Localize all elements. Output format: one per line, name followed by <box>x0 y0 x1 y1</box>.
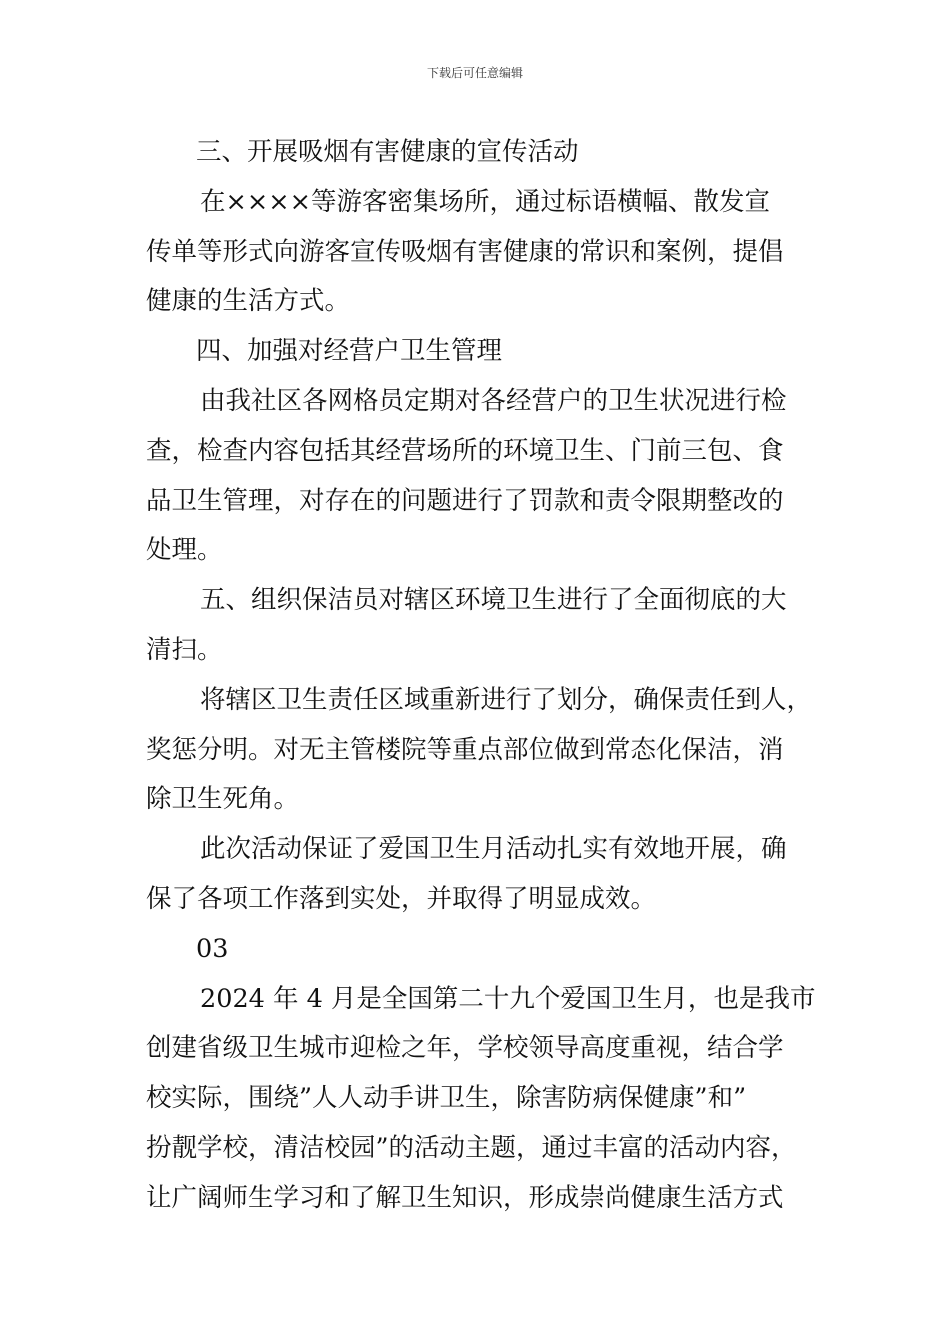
paragraph-line: 清扫。 <box>146 634 223 665</box>
paragraph-line: 保了各项工作落到实处，并取得了明显成效。 <box>146 883 657 914</box>
section-number: 03 <box>196 933 229 964</box>
section-heading-4: 四、加强对经营户卫生管理 <box>196 336 503 367</box>
paragraph-line: 校实际，围绕”人人动手讲卫生，除害防病保健康”和” <box>146 1083 747 1114</box>
paragraph-line: 此次活动保证了爱国卫生月活动扎实有效地开展，确 <box>200 834 787 865</box>
section-heading-3: 三、开展吸烟有害健康的宣传活动 <box>196 137 579 167</box>
paragraph-line: 创建省级卫生城市迎检之年，学校领导高度重视，结合学 <box>146 1033 784 1064</box>
paragraph-line: 除卫生死角。 <box>146 784 300 815</box>
section-heading-5: 五、组织保洁员对辖区环境卫生进行了全面彻底的大 <box>200 585 787 616</box>
paragraph-line: 传单等形式向游客宣传吸烟有害健康的常识和案例，提倡 <box>146 236 784 267</box>
paragraph-line: 扮靓学校，清洁校园”的活动主题，通过丰富的活动内容， <box>146 1132 797 1163</box>
paragraph-line: 品卫生管理，对存在的问题进行了罚款和责令限期整改的 <box>146 485 784 516</box>
paragraph-line: 查，检查内容包括其经营场所的环境卫生、门前三包、食 <box>146 435 784 466</box>
paragraph-line: 将辖区卫生责任区域重新进行了划分，确保责任到人， <box>200 684 813 715</box>
paragraph-line: 奖惩分明。对无主管楼院等重点部位做到常态化保洁，消 <box>146 734 784 765</box>
paragraph-line: 处理。 <box>146 535 223 566</box>
paragraph-line: 由我社区各网格员定期对各经营户的卫生状况进行检 <box>200 385 787 416</box>
paragraph-line: 2024 年 4 月是全国第二十九个爱国卫生月，也是我市 <box>200 983 816 1014</box>
paragraph-line: 在××××等游客密集场所，通过标语横幅、散发宣 <box>200 186 770 217</box>
document-body <box>146 128 836 1224</box>
page-header: 下载后可任意编辑 <box>426 66 523 80</box>
paragraph-line: 让广阔师生学习和了解卫生知识，形成崇尚健康生活方式 <box>146 1182 784 1213</box>
paragraph-line: 健康的生活方式。 <box>146 286 351 317</box>
